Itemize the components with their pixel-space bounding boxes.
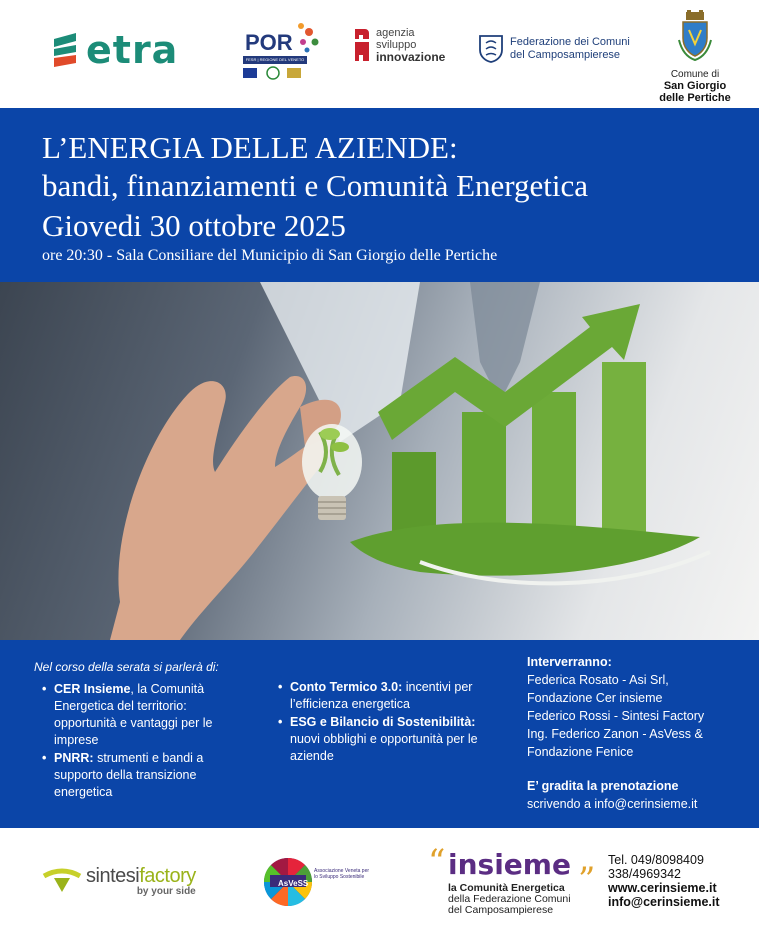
speakers-column [527, 653, 737, 813]
topic-bold: ESG e Bilancio di Sostenibilità: [290, 715, 476, 729]
topic-text: , la Comunità Energetica del territorio: opportunità e vantaggi per le imprese [54, 682, 213, 747]
sintesi-factory-logo [42, 866, 196, 897]
speaker-line: Ing. Federico Zanon - AsVess & [527, 727, 703, 741]
asvess-description: Associazione Veneta per lo Sviluppo Sostenibile [314, 868, 370, 880]
quote-open-icon: “ [428, 842, 446, 882]
event-title-line2: bandi, finanziamenti e Comunità Energetica [42, 168, 589, 203]
speaker-line: Fondazione Fenice [527, 745, 634, 759]
comune-line1: Comune di [670, 69, 720, 80]
federazione-shield-icon [478, 34, 504, 64]
insieme-sub2: della Federazione Comuni [448, 893, 571, 905]
topic-text: incentivi per l’efficienza energetica [290, 680, 473, 711]
speaker-line: Fondazione Cer insieme [527, 691, 663, 705]
event-date: Giovedi 30 ottobre 2025 [42, 208, 346, 243]
speakers-title: Interverranno: [527, 655, 612, 669]
por-strip: FESR | REGIONE DEL VENETO [243, 56, 307, 64]
speaker-line: Federica Rosato - Asi Srl, [527, 673, 669, 687]
etra-logo [50, 28, 178, 72]
booking-text: scrivendo a info@cerinsieme.it [527, 797, 698, 811]
contact-email-link[interactable]: info@cerinsieme.it [608, 895, 720, 909]
hero-photo [0, 282, 759, 640]
por-fesr-logo [243, 18, 323, 84]
agenzia-line1: agenzia [376, 26, 415, 39]
sintesi-part2: factory [139, 865, 196, 887]
event-header [0, 108, 759, 282]
federazione-line2: del Camposampierese [510, 49, 621, 61]
agenzia-mark-icon [352, 26, 370, 64]
topics-intro: Nel corso della serata si parlerà di: [34, 660, 219, 674]
contact-mobile: 338/4969342 [608, 867, 681, 881]
topic-item [278, 679, 503, 713]
etra-mark-icon [50, 31, 80, 69]
topics-right-column [278, 679, 503, 766]
speaker-line: Federico Rossi - Sintesi Factory [527, 709, 705, 723]
sintesi-mark-icon [42, 868, 82, 894]
asvess-name: AsVeSS [278, 879, 309, 888]
comune-line3: delle Pertiche [659, 92, 731, 104]
federazione-logo [478, 34, 630, 64]
topic-bold: CER Insieme [54, 682, 131, 696]
event-time-place: ore 20:30 - Sala Consiliare del Municipio di San Giorgio delle Pertiche [42, 247, 498, 264]
quote-close-icon: ” [578, 860, 596, 900]
comune-line2: San Giorgio [663, 80, 727, 92]
insieme-sub1: la Comunità Energetica [448, 882, 565, 894]
comune-logo [645, 10, 745, 104]
hero-illustration [0, 282, 759, 640]
por-wordmark: POR [245, 30, 293, 55]
topic-bold: Conto Termico 3.0: [290, 680, 403, 694]
info-section [0, 640, 759, 828]
coat-of-arms-icon [677, 10, 713, 62]
event-title-line1: L’ENERGIA DELLE AZIENDE: [42, 130, 458, 165]
insieme-wordmark: insieme [448, 848, 571, 881]
topic-item [278, 714, 503, 765]
agenzia-line2: sviluppo [376, 38, 417, 51]
contact-website-link[interactable]: www.cerinsieme.it [608, 881, 717, 895]
asvess-logo [262, 852, 382, 912]
sintesi-part1: sintesi [86, 865, 140, 887]
federazione-line1: Federazione dei Comuni [510, 36, 630, 48]
etra-wordmark: etra [86, 28, 179, 72]
topic-bold: PNRR: [54, 751, 94, 765]
topic-item [42, 750, 252, 801]
top-logo-bar [0, 0, 759, 108]
sintesi-tagline: by your side [136, 886, 196, 897]
insieme-sub3: del Camposampierese [448, 904, 554, 916]
footer-logos [0, 828, 759, 939]
agenzia-sviluppo-logo [352, 26, 445, 64]
topic-item [42, 681, 252, 749]
agenzia-line3: innovazione [376, 49, 446, 64]
topics-left-column [42, 681, 252, 802]
topic-text: nuovi obblighi e opportunità per le aziende [290, 732, 478, 763]
contact-phone: Tel. 049/8098409 [608, 853, 704, 867]
topic-text: strumenti e bandi a supporto della transizione energetica [54, 751, 204, 799]
contacts-block [608, 853, 720, 909]
booking-title: E’ gradita la prenotazione [527, 779, 679, 793]
